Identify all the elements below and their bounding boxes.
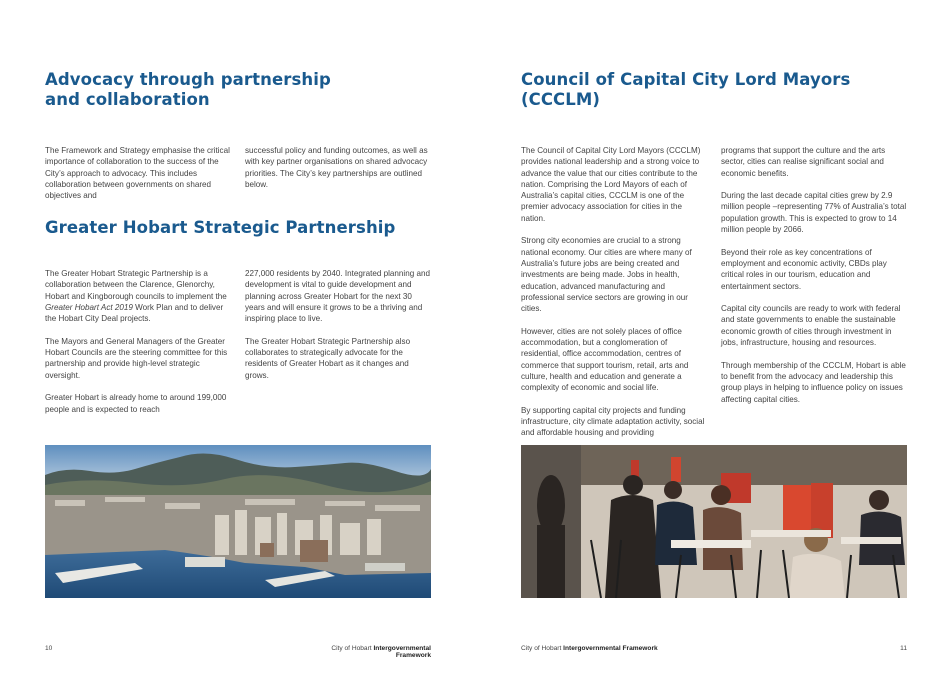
heading-advocacy [45, 70, 425, 110]
footer-title-left [298, 645, 431, 659]
footer-org-left: City of Hobart [331, 645, 372, 652]
intro-column-1 [45, 145, 235, 201]
ccclm-column-1 [521, 145, 707, 439]
ccclm-paragraph-7: Beyond their role as key concentrations of employment and economic activity, CBDs play critical roles in our tourism, education and entertainment sectors. [721, 247, 887, 291]
ccclm-paragraph-4: By supporting capital city projects and funding infrastructure, city climate adaptation activity, social and affordable housing and providing [521, 405, 705, 438]
left-page [0, 0, 475, 673]
outdoor-dining-photo [521, 445, 907, 598]
ccclm-paragraph-9: Through membership of the CCCLM, Hobart is able to benefit from the advocacy and leadership this group plays in helping to influence policy on issues affecting capital cities. [721, 360, 906, 404]
ghsp-paragraph-1 [45, 268, 233, 324]
footer-org-right: City of Hobart [521, 645, 562, 652]
heading-ghsp: Greater Hobart Strategic Partnership [45, 218, 396, 237]
ghsp-p1-pre: The Greater Hobart Strategic Partnership is a collaboration between the Clarence, Glenorchy, Hobart and Kingborough councils to implement the [45, 269, 227, 301]
ghsp-paragraph-5: The Greater Hobart Strategic Partnership also collaborates to strategically advocate for the residents of Greater Hobart as it changes and grows. [245, 336, 411, 380]
intro-paragraph-2: successful policy and funding outcomes, as well as with key partner organisations on shared advocacy priorities. The City’s key partnerships are outlined below. [245, 146, 428, 189]
act-title: Greater Hobart Act 2019 [45, 302, 133, 312]
heading-advocacy-line2: and collaboration [45, 90, 210, 109]
heading-advocacy-line1: Advocacy through partnership [45, 70, 331, 89]
ghsp-p1-post: Work Plan and to deliver the Hobart City Deal projects. [45, 302, 224, 324]
ghsp-column-1 [45, 268, 233, 415]
ccclm-paragraph-1: The Council of Capital City Lord Mayors (CCCLM) provides national leadership and a strong voice to advance the value that our cities contribute to the nation. Comprising the Lord Mayors of each of Australia’s capital cities, CCCLM is one of the premier advocacy association for cities in the nation. [521, 146, 701, 223]
footer-page-number-right: 11 [900, 645, 907, 652]
ccclm-paragraph-2: Strong city economies are crucial to a strong national economy. Our cities are where many of Australia’s future jobs are being created and investments are being made. Jobs in health, education, advanced manufacturing and professional service sectors are growing in our cities. [521, 236, 692, 314]
heading-ccclm: Council of Capital City Lord Mayors (CCCLM) [521, 70, 851, 109]
footer-doc-right: Intergovernmental Framework [563, 645, 658, 652]
right-page [476, 0, 951, 673]
ghsp-paragraph-4: 227,000 residents by 2040. Integrated planning and development is vital to guide development and planning across Greater Hobart for the next 30 years and will ensure it grows to be a thriving and inspiring place to live. [245, 269, 430, 324]
ccclm-paragraph-3: However, cities are not solely places of office accommodation, but a conglomeration of residential, office accommodation, centres of commerce that support tourism, retail, arts and culture, health and education and generate a complexity of economic and social life. [521, 326, 689, 393]
ghsp-paragraph-2: The Mayors and General Managers of the Greater Hobart Councils are the steering committee for this partnership and provide high-level strategic oversight. [45, 336, 228, 380]
footer-title-right [521, 645, 658, 652]
footer-page-number-left: 10 [45, 645, 53, 652]
intro-paragraph-1: The Framework and Strategy emphasise the critical importance of collaboration to the success of the City’s approach to advocacy. This includes collaboration between governments on shared objectives and [45, 146, 230, 201]
intro-column-2 [245, 145, 433, 190]
footer-doc-left: Intergovernmental Framework [373, 645, 431, 659]
ccclm-paragraph-5: programs that support the culture and the arts sector, cities can realise significant social and economic benefits. [721, 146, 886, 178]
hobart-aerial-photo [45, 445, 431, 598]
ccclm-paragraph-8: Capital city councils are ready to work with federal and state governments to enable the sustainable economic growth of cities through investment in jobs, infrastructure, housing and resources. [721, 304, 901, 348]
ccclm-column-2 [721, 145, 907, 405]
ghsp-paragraph-3: Greater Hobart is already home to around 199,000 people and is expected to reach [45, 393, 227, 414]
ghsp-column-2 [245, 268, 433, 381]
ccclm-paragraph-6: During the last decade capital cities grew by 2.9 million people –representing 77% of Australia’s total population growth. This is expected to grow to 14 million people by 2066. [721, 191, 907, 235]
